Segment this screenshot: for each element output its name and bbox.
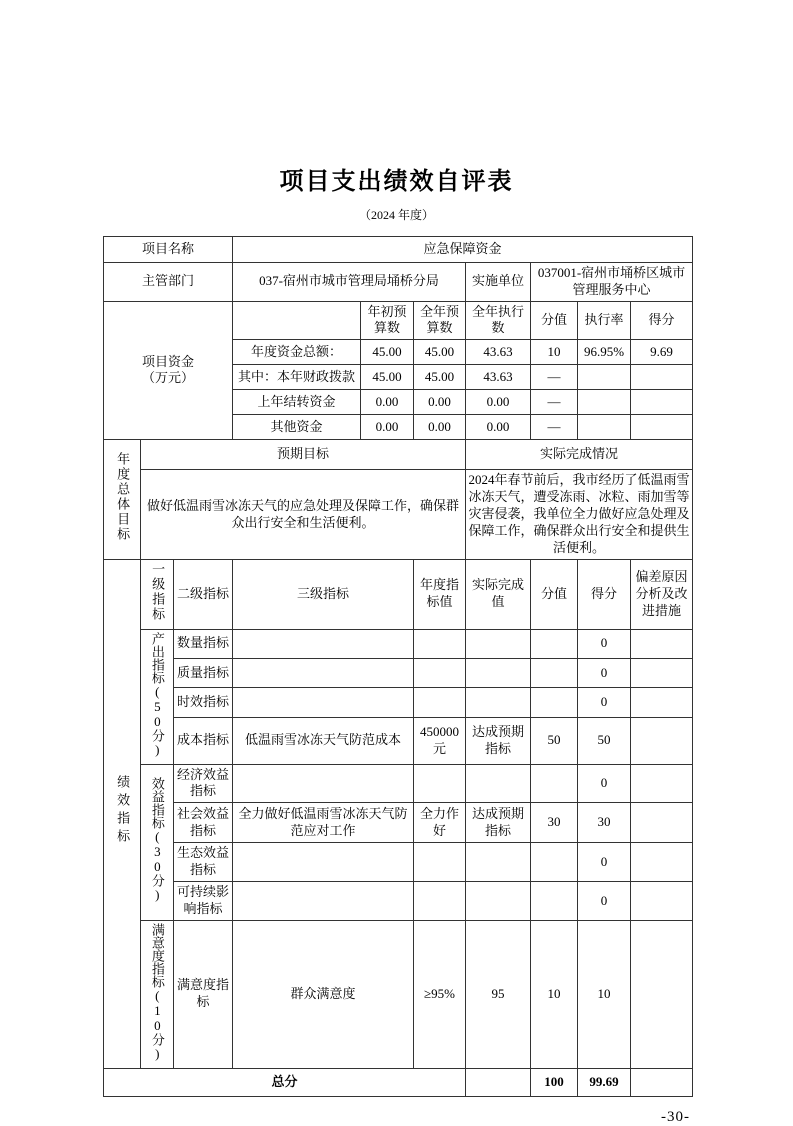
perf-deviation: [631, 843, 693, 882]
perf-actual: 95: [466, 920, 531, 1068]
funds-weight: —: [531, 415, 578, 440]
perf-group-output-label: 产出指标(50分): [149, 631, 165, 757]
doc-title: 项目支出绩效自评表: [279, 168, 514, 195]
perf-deviation: [631, 659, 693, 688]
perf-group-satisfaction-cell: [141, 920, 174, 1068]
perf-level3: 低温雨雪冰冻天气防范成本: [233, 717, 414, 764]
perf-weight: [531, 629, 578, 658]
funds-weight: —: [531, 365, 578, 390]
perf-weight: 30: [531, 803, 578, 843]
funds-score: [631, 390, 693, 415]
row-perf-ecological: [104, 843, 693, 882]
perf-level3: [233, 764, 414, 803]
total-deviation-empty-cell: [631, 1068, 693, 1096]
perf-level2: 时效指标: [174, 688, 233, 717]
evaluation-table: [103, 236, 693, 1097]
funds-score: [631, 365, 693, 390]
perf-target: 全力作好: [414, 803, 466, 843]
perf-deviation: [631, 803, 693, 843]
perf-actual: 达成预期指标: [466, 803, 531, 843]
goal-label: 年度总体目标: [115, 452, 131, 543]
perf-score: 10: [578, 920, 631, 1068]
dept-value: 037-宿州市城市管理局埇桥分局: [233, 262, 466, 301]
goal-actual-header: 实际完成情况: [466, 440, 693, 470]
goal-label-cell: [104, 440, 141, 559]
perf-target: [414, 688, 466, 717]
perf-col-level1: [141, 559, 174, 629]
funds-executed: 43.63: [466, 365, 531, 390]
total-weight: 100: [531, 1068, 578, 1096]
row-perf-cost: [104, 717, 693, 764]
perf-level2: 生态效益指标: [174, 843, 233, 882]
funds-col-rate: 执行率: [578, 301, 631, 340]
perf-weight: 50: [531, 717, 578, 764]
funds-row-name: 其他资金: [233, 415, 361, 440]
perf-level3: [233, 629, 414, 658]
funds-score: 9.69: [631, 340, 693, 365]
perf-actual: [466, 882, 531, 921]
goal-expected-text: 做好低温雨雪冰冻天气的应急处理及保障工作，确保群众出行安全和生活便利。: [141, 470, 466, 559]
perf-weight: [531, 688, 578, 717]
funds-col-initial: 年初预算数: [361, 301, 414, 340]
perf-target: ≥95%: [414, 920, 466, 1068]
perf-weight: [531, 882, 578, 921]
funds-label-text: 项目资金（万元）: [141, 353, 194, 386]
funds-rate: [578, 390, 631, 415]
unit-value: 037001-宿州市埇桥区城市管理服务中心: [531, 262, 693, 301]
perf-col-level3: 三级指标: [233, 559, 414, 629]
perf-weight: [531, 843, 578, 882]
funds-initial: 0.00: [361, 415, 414, 440]
row-perf-quantity: [104, 629, 693, 658]
row-total: [104, 1068, 693, 1096]
perf-weight: [531, 659, 578, 688]
doc-subtitle: （2024 年度）: [358, 207, 434, 222]
row-goal-header: [104, 440, 693, 470]
perf-actual: [466, 629, 531, 658]
perf-level3: [233, 843, 414, 882]
funds-weight: 10: [531, 340, 578, 365]
perf-target: [414, 629, 466, 658]
row-perf-economic: [104, 764, 693, 803]
row-dept-unit: [104, 262, 693, 301]
perf-level2: 社会效益指标: [174, 803, 233, 843]
perf-target: [414, 659, 466, 688]
perf-target: [414, 843, 466, 882]
row-perf-satisfaction: [104, 920, 693, 1068]
dept-label: 主管部门: [104, 262, 233, 301]
perf-col-actual: 实际完成值: [466, 559, 531, 629]
goal-actual-text: 2024年春节前后，我市经历了低温雨雪冰冻天气，遭受冻雨、冰粒、雨加雪等灾害侵袭，我单位全力做好应急处理及保障工作，确保群众出行安全和提供生活便利。: [466, 470, 693, 559]
perf-level2: 满意度指标: [174, 920, 233, 1068]
perf-deviation: [631, 688, 693, 717]
funds-executed: 43.63: [466, 340, 531, 365]
perf-level2: 经济效益指标: [174, 764, 233, 803]
funds-score: [631, 415, 693, 440]
perf-col-level1-text: 一级指标: [150, 561, 166, 622]
perf-deviation: [631, 717, 693, 764]
row-project-name: [104, 236, 693, 262]
row-perf-sustain: [104, 882, 693, 921]
perf-target: 450000元: [414, 717, 466, 764]
perf-level3: 群众满意度: [233, 920, 414, 1068]
perf-level2: 数量指标: [174, 629, 233, 658]
total-score: 99.69: [578, 1068, 631, 1096]
perf-score: 0: [578, 688, 631, 717]
funds-label: [104, 301, 233, 440]
perf-level3: [233, 659, 414, 688]
page-number: -30-: [661, 1108, 690, 1125]
funds-executed: 0.00: [466, 415, 531, 440]
perf-deviation: [631, 629, 693, 658]
funds-annual: 45.00: [414, 340, 466, 365]
perf-actual: [466, 843, 531, 882]
funds-header-empty-cell: [233, 301, 361, 340]
perf-level3: 全力做好低温雨雪冰冻天气防范应对工作: [233, 803, 414, 843]
funds-rate: [578, 365, 631, 390]
perf-level2: 质量指标: [174, 659, 233, 688]
perf-group-output-cell: [141, 629, 174, 764]
funds-initial: 0.00: [361, 390, 414, 415]
perf-score: 30: [578, 803, 631, 843]
perf-score: 0: [578, 659, 631, 688]
perf-score: 0: [578, 882, 631, 921]
funds-rate: 96.95%: [578, 340, 631, 365]
perf-actual: [466, 659, 531, 688]
row-funds-header: [104, 301, 693, 340]
funds-row-name: 上年结转资金: [233, 390, 361, 415]
funds-col-executed: 全年执行数: [466, 301, 531, 340]
funds-col-score: 得分: [631, 301, 693, 340]
perf-level3: [233, 882, 414, 921]
perf-level2: 可持续影响指标: [174, 882, 233, 921]
perf-level2: 成本指标: [174, 717, 233, 764]
project-name-value: 应急保障资金: [233, 236, 693, 262]
goal-expected-header: 预期目标: [141, 440, 466, 470]
funds-col-weight: 分值: [531, 301, 578, 340]
perf-actual: [466, 688, 531, 717]
perf-level3: [233, 688, 414, 717]
perf-col-weight: 分值: [531, 559, 578, 629]
funds-executed: 0.00: [466, 390, 531, 415]
perf-score: 50: [578, 717, 631, 764]
funds-rate: [578, 415, 631, 440]
perf-label: 绩效指标: [115, 775, 131, 848]
row-perf-timeliness: [104, 688, 693, 717]
perf-score: 0: [578, 843, 631, 882]
row-perf-social: [104, 803, 693, 843]
funds-col-annual: 全年预算数: [414, 301, 466, 340]
funds-initial: 45.00: [361, 365, 414, 390]
perf-actual: 达成预期指标: [466, 717, 531, 764]
perf-deviation: [631, 882, 693, 921]
funds-row-name: 年度资金总额：: [233, 340, 361, 365]
total-empty-cell: [466, 1068, 531, 1096]
perf-deviation: [631, 764, 693, 803]
perf-col-deviation: 偏差原因分析及改进措施: [631, 559, 693, 629]
perf-actual: [466, 764, 531, 803]
perf-col-target: 年度指标值: [414, 559, 466, 629]
funds-annual: 0.00: [414, 390, 466, 415]
perf-target: [414, 882, 466, 921]
row-goal-content: [104, 470, 693, 559]
perf-deviation: [631, 920, 693, 1068]
funds-initial: 45.00: [361, 340, 414, 365]
perf-col-level2: 二级指标: [174, 559, 233, 629]
perf-col-score: 得分: [578, 559, 631, 629]
perf-group-benefit-label: 效益指标(30分): [149, 777, 165, 903]
perf-score: 0: [578, 629, 631, 658]
perf-group-benefit-cell: [141, 764, 174, 920]
row-perf-header: [104, 559, 693, 629]
funds-weight: —: [531, 390, 578, 415]
perf-label-cell: [104, 559, 141, 1068]
funds-row-name: 其中：本年财政拨款: [233, 365, 361, 390]
perf-score: 0: [578, 764, 631, 803]
perf-target: [414, 764, 466, 803]
funds-annual: 0.00: [414, 415, 466, 440]
total-label: 总分: [104, 1068, 466, 1096]
row-perf-quality: [104, 659, 693, 688]
perf-weight: [531, 764, 578, 803]
project-name-label: 项目名称: [104, 236, 233, 262]
perf-group-satisfaction-label: 满意度指标(10分): [149, 922, 165, 1061]
funds-annual: 45.00: [414, 365, 466, 390]
perf-weight: 10: [531, 920, 578, 1068]
unit-label: 实施单位: [466, 262, 531, 301]
